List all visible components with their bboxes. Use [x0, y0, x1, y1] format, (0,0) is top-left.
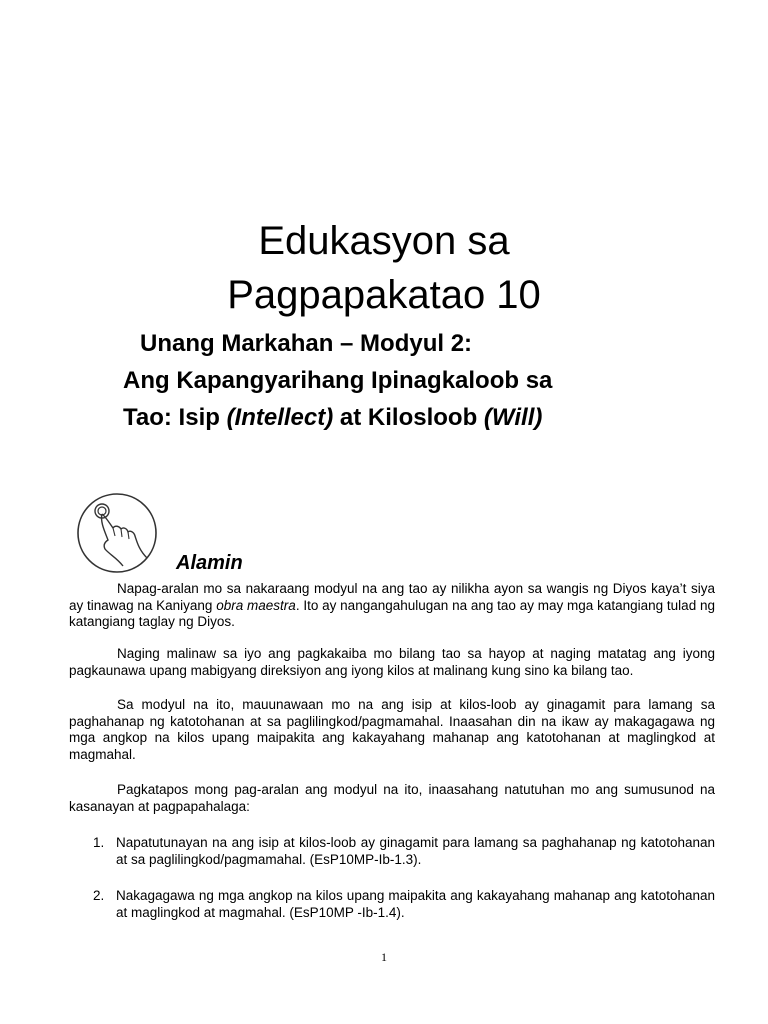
list-item-number: 1.: [93, 835, 105, 850]
topic-text-will: (Will): [483, 404, 543, 431]
list-item-text: Napatutunayan na ang isip at kilos-loob ay ginagamit para lamang sa paghahanap ng katotohanan at sa paglilingkod/pagmamahal. (EsP10MP-Ib-1.3).: [116, 835, 715, 867]
title-line-2: Pagpapakatao 10: [227, 273, 541, 317]
paragraph-3: Sa modyul na ito, mauunawaan mo na ang isip at kilos-loob ay ginagamit para lamang sa paghahanap ng katotohanan at sa paglilingkod/pagmamahal. Inaasahan din na ikaw ay makagagawa ng mga angkop na kilos upang maipakita ang kakayahang mahanap ang katotohanan at maglingkod at magmahal.: [69, 697, 715, 762]
page-number: 1: [381, 950, 387, 964]
module-topic-line-2: [123, 403, 542, 433]
list-item-number: 2.: [93, 888, 105, 903]
topic-text-c: at Kilosloob: [333, 404, 484, 431]
pointing-hand-icon: [75, 492, 165, 574]
paragraph-4: Pagkatapos mong pag-aralan ang modyul na ito, inaasahang natutuhan mo ang sumusunod na kasanayan at pagpapahalaga:: [69, 782, 715, 814]
title-line-1: Edukasyon sa: [258, 219, 510, 263]
list-item-text: Nakagagawa ng mga angkop na kilos upang maipakita ang kakayahang mahanap ang katotohanan at maglingkod at magmahal. (EsP10MP -Ib-1.4).: [116, 888, 715, 920]
quarter-module-label: Unang Markahan – Modyul 2:: [140, 330, 473, 357]
paragraph-2: Naging malinaw sa iyo ang pagkakaiba mo bilang tao sa hayop at naging matatag ang iyong pagkaunawa upang mabigyang direksiyon ang iyong kilos at malinang kung sino ka bilang tao.: [69, 646, 715, 678]
module-topic-line-1: Ang Kapangyarihang Ipinagkaloob sa: [123, 367, 553, 394]
module-title: [0, 214, 768, 322]
objectives-list: [69, 835, 715, 921]
topic-text-a: Tao: Isip: [123, 404, 227, 431]
paragraph-1: [69, 581, 715, 631]
section-title: Alamin: [176, 552, 243, 574]
paragraph-1-emphasis: obra maestra: [216, 597, 296, 613]
paragraph-1-text-c: . Ito ay nangangahulugan na ang tao ay may mga katangiang tulad ng katangiang taglay ng Diyos.: [69, 597, 715, 629]
topic-text-intellect: (Intellect): [226, 404, 334, 431]
list-item: [69, 888, 715, 921]
list-item: [69, 835, 715, 868]
paragraph-1-text-a: Napag-aralan mo sa nakaraang modyul na ang tao ay nilikha ayon sa wangis ng Diyos kaya’t siya ay tinawag na Kaniyang: [69, 581, 715, 613]
